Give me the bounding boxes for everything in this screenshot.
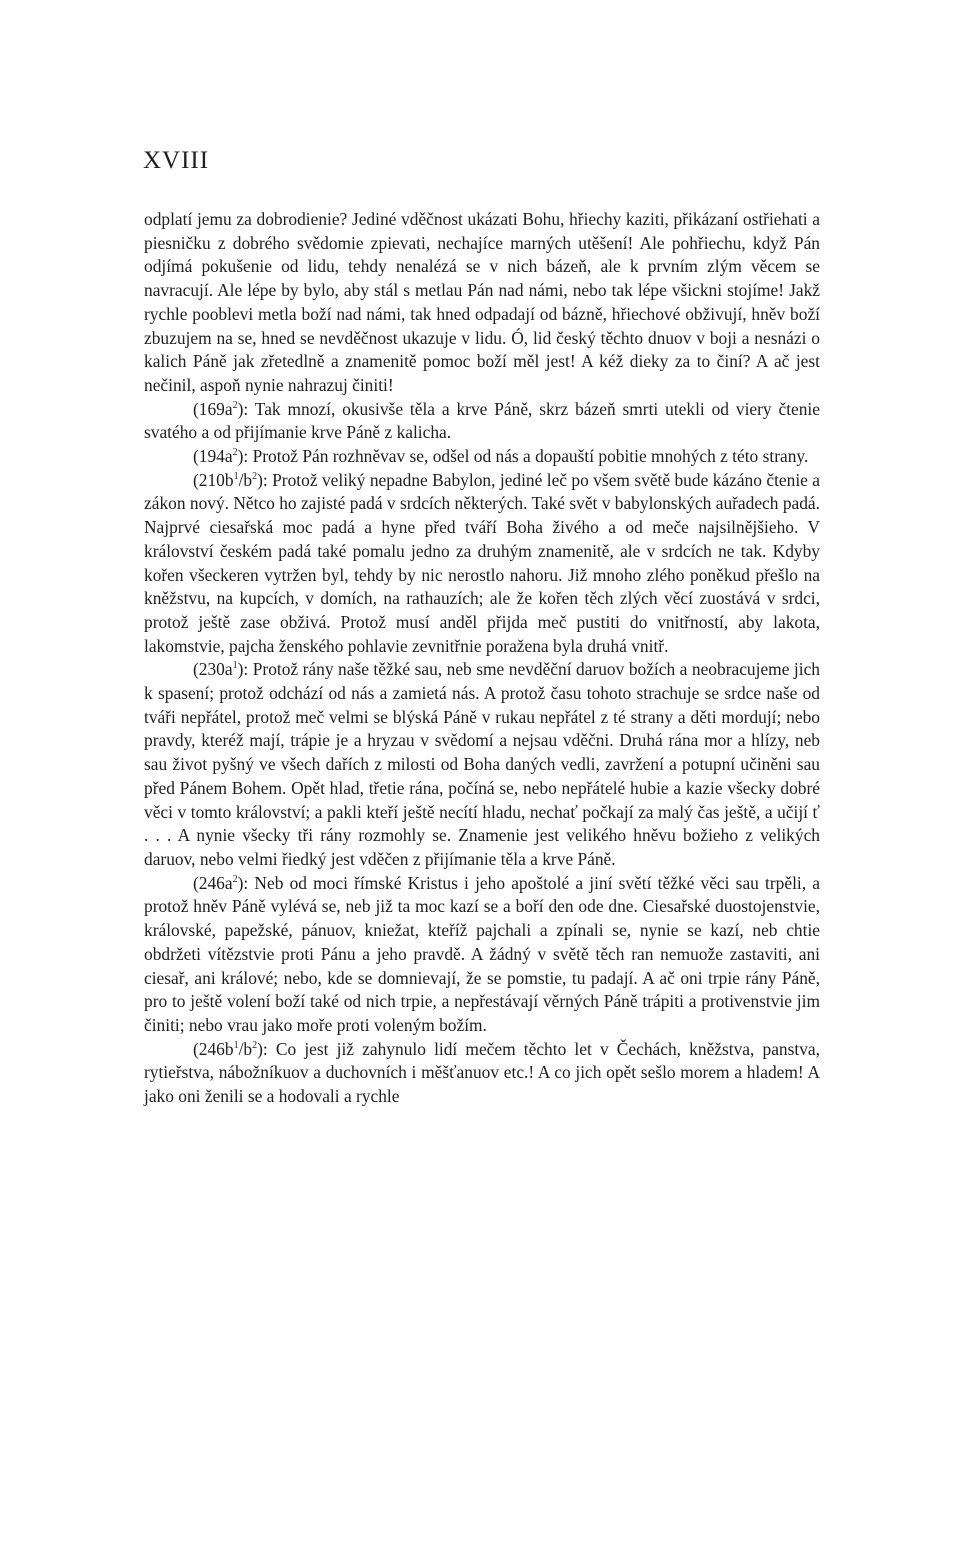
text-run: /b bbox=[238, 469, 253, 490]
text-run: (230a bbox=[193, 659, 233, 680]
paragraph bbox=[144, 445, 820, 469]
text-run: /b bbox=[238, 1038, 253, 1059]
text-run: ): Co jest již zahynulo lidí mečem těchto let v Čechách, kněžstva, panstva, rytieřstva, nábožníkuov a duchovních i měšťanuov etc.! A co jich opět sešlo morem a hladem! A jako oni ženili se a hodovali a rychle bbox=[144, 1038, 820, 1107]
paragraph bbox=[144, 398, 820, 445]
superscript: 2 bbox=[252, 1039, 258, 1051]
text-run: ): Neb od moci římské Kristus i jeho apoštolé a jiní světí těžké věci sau trpěli, a protož hněv Páně vylévá se, neb již ta moc kazí se a boří den ode dne. Ciesařské duostojenstvie, královské, papežské, pánuov, kniežat, kteříž pajchali a zpínali se, nynie se kazí, neb chtie obdržeti vítězstvie proti Pánu a jeho pravdě. A žádný v světě těch ran nemuože zastaviti, ani ciesař, ani králové; nebo, kde se domnievají, že se pomstie, tu padají. A ač oni trpie rány Páně, pro to ještě volení boží také od nich trpie, a nepřestávají věrných Páně trápiti a protivenstvie jim činiti; nebo vrau jako moře proti voleným božím. bbox=[144, 872, 820, 1035]
text-run: (169a bbox=[193, 398, 233, 419]
text-run: odplatí jemu za dobrodienie? Jediné vděčnost ukázati Bohu, hřiechy kaziti, přikázaní ostřiehati a piesničku z dobrého svědomie zpievati, nechajíce marných utěšení! Ale pohřiechu, když Pán odjímá pokušenie od lidu, tehdy nenalézá se v nich bázeň, ale k prvním zlým věcem se navracují. Ale lépe by bylo, aby stál s metlau Pán nad námi, nebo tak lépe všickni stojíme! Jakž rychle pooblevi metla boží nad námi, tak hned odpadají od bázně, hřiechové obživují, hněv boží zbuzujem na se, hned se nevděčnost ukazuje v lidu. Ó, lid český těchto dnuov v boji a nesnázi o kalich Páně jak zřetedlně a znamenitě pomoc boží měl jest! A kéž dieky za to činí? A ač jest nečinil, aspoň nynie nahrazuj činiti! bbox=[144, 209, 820, 395]
superscript: 2 bbox=[232, 873, 238, 885]
superscript: 2 bbox=[232, 399, 238, 411]
paragraph bbox=[144, 658, 820, 871]
text-run: ): Protož rány naše těžké sau, neb sme nevděční daruov božích a neobracujeme jich k spasení; protož odchází od nás a zamietá nás. A protož času tohoto strachuje se srdce naše od tváři nepřátel, protož meč velmi se blýská Páně v rukau nepřátel z té strany a děti mordují; nebo pravdy, kteréž mají, trápie je a hryzau v svědomí a nejsau vděčni. Druhá rána mor a hlízy, neb sau život pyšný ve všech dařích z milosti od Boha daných vedli, zavržení a potupní učiněni sau před Pánem Bohem. Opět hlad, třetie rána, počíná se, nebo nepřátelé hubie a kazie všecky dobré věci v tomto království; a pakli kteří ještě necítí hladu, nechať počkají za malý čas ještě, a učijí ť . . . A nynie všecky tři rány rozmohly se. Znamenie jest velikého hněvu božieho z velikých daruov, nebo velmi řiedký jest vděčen z přijímanie těla a krve Páně. bbox=[144, 659, 820, 869]
text-run: (210b bbox=[193, 469, 234, 490]
text-run: ): Protož Pán rozhněvav se, odšel od nás a dopauští pobitie mnohých z této strany. bbox=[237, 446, 809, 467]
paragraph bbox=[144, 872, 820, 1038]
superscript: 1 bbox=[233, 470, 239, 482]
superscript: 2 bbox=[232, 447, 238, 459]
text-run: (246b bbox=[193, 1038, 234, 1059]
paragraph bbox=[144, 469, 820, 659]
text-run: (246a bbox=[193, 872, 233, 893]
paragraph bbox=[144, 1038, 820, 1109]
superscript: 1 bbox=[232, 660, 238, 672]
superscript: 2 bbox=[252, 470, 258, 482]
text-run: ): Tak mnozí, okusivše těla a krve Páně, skrz bázeň smrti utekli od viery čtenie svatého a od přijímanie krve Páně z kalicha. bbox=[144, 398, 820, 443]
text-run: ): Protož veliký nepadne Babylon, jediné leč po všem světě bude kázáno čtenie a zákon nový. Nětco ho zajisté padá v srdcích některých. Také svět v babylonských auřadech padá. Najprvé ciesařská moc padá a hyne před tváří Boha živého a od meče najsilnějšieho. V království českém padá také pomalu jedno za druhým znamenitě, ale v srdcích ne tak. Kdyby kořen všeckeren vytržen byl, tehdy by nic nerostlo nahoru. Již mnoho zlého poněkud přešlo na kněžstvu, na kupcích, v domích, na rathauzích; ale že kořen těch zlých věcí zuostává v srdci, protož ještě zase obživá. Protož musí anděl přijda meč pustiti do vnitřností, aby lakota, lakomstvie, pajcha ženského pohlavie zevnitřnie poražena byla druhá vnitř. bbox=[144, 469, 820, 656]
body-text bbox=[144, 208, 820, 1109]
paragraph bbox=[144, 208, 820, 398]
superscript: 1 bbox=[233, 1039, 239, 1051]
page-number: XVIII bbox=[143, 147, 210, 174]
text-run: (194a bbox=[193, 446, 233, 467]
